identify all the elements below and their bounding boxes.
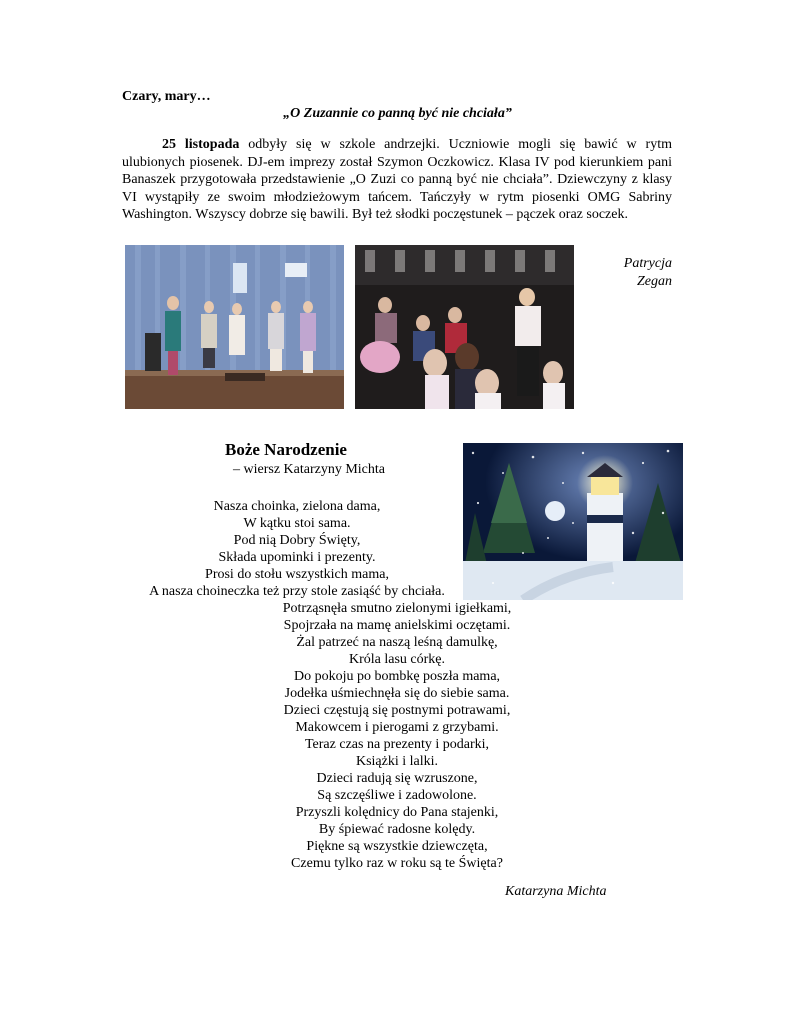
poem-line: Dzieci częstują się postnymi potrawami, [283, 703, 511, 718]
article-author-last: Zegan [637, 274, 672, 289]
article-date: 25 listopada [162, 137, 240, 152]
poem-line: A nasza choineczka też przy stole zasiąść by chciała. [149, 584, 445, 599]
poem-line: Prosi do stołu wszystkich mama, [205, 567, 389, 582]
poem-line: W kątku stoi sama. [243, 516, 351, 531]
photo-stage-performance-image [125, 245, 344, 409]
poem-line: Spojrzała na mamę anielskimi oczętami. [283, 618, 511, 633]
poem-line: Dzieci radują się wzruszone, [316, 771, 478, 786]
poem-body [0, 498, 582, 872]
photo-dancing-children-image [355, 245, 574, 409]
poem-line: Makowcem i pierogami z grzybami. [295, 720, 499, 735]
article-title: Czary, mary… [122, 89, 211, 104]
article-author [600, 255, 672, 291]
poem-line: Przyszli kolędnicy do Pana stajenki, [295, 805, 499, 820]
poem-line: Jodełka uśmiechnęła się do siebie sama. [284, 686, 510, 701]
poem-line: Nasza choinka, zielona dama, [213, 499, 381, 514]
article-text: odbyły się w szkole andrzejki. Uczniowie mogli się bawić w rytm ulubionych piosenek. DJ-em imprezy został Szymon Oczkowicz. Klasa IV pod kierunkiem pani Banaszek przygotowała przedstawienie „O Zuzi co panną być nie chciała”. Dziewczyny z klasy VI wystąpiły ze swoim młodzieżowym tańcem. Tańczyły w rytm piosenki OMG Sabriny Washington. Wszyscy dobrze się bawili. Był też słodki poczęstunek – pączek oraz soczek. [122, 137, 672, 223]
article-body [122, 136, 672, 224]
poem-line: Pod nią Dobry Święty, [233, 533, 361, 548]
photo-dancing-children [355, 245, 574, 409]
article-subtitle-text: „O Zuzannie co panną być nie chciała” [283, 106, 512, 121]
poem-subtitle: – wiersz Katarzyny Michta [233, 462, 385, 477]
poem-line: Teraz czas na prezenty i podarki, [304, 737, 490, 752]
poem-line: Żal patrzeć na naszą leśną damulkę, [296, 635, 498, 650]
poem-line: Do pokoju po bombkę poszła mama, [293, 669, 501, 684]
poem-line: Króla lasu córkę. [348, 652, 446, 667]
poem-title: Boże Narodzenie [225, 440, 347, 459]
article-subtitle [0, 106, 791, 122]
poem-line: Piękne są wszystkie dziewczęta, [306, 839, 488, 854]
poem-line: Potrząsnęła smutno zielonymi igiełkami, [282, 601, 512, 616]
photo-stage-performance [125, 245, 344, 409]
poem-author: Katarzyna Michta [505, 884, 607, 899]
poem-line: Czemu tylko raz w roku są te Święta? [291, 856, 503, 871]
poem-line: Składa upominki i prezenty. [218, 550, 376, 565]
article-author-first: Patrycja [623, 256, 672, 271]
poem-line: Są szczęśliwe i zadowolone. [317, 788, 477, 803]
poem-line: By śpiewać radosne kolędy. [318, 822, 476, 837]
poem-line: Książki i lalki. [355, 754, 439, 769]
